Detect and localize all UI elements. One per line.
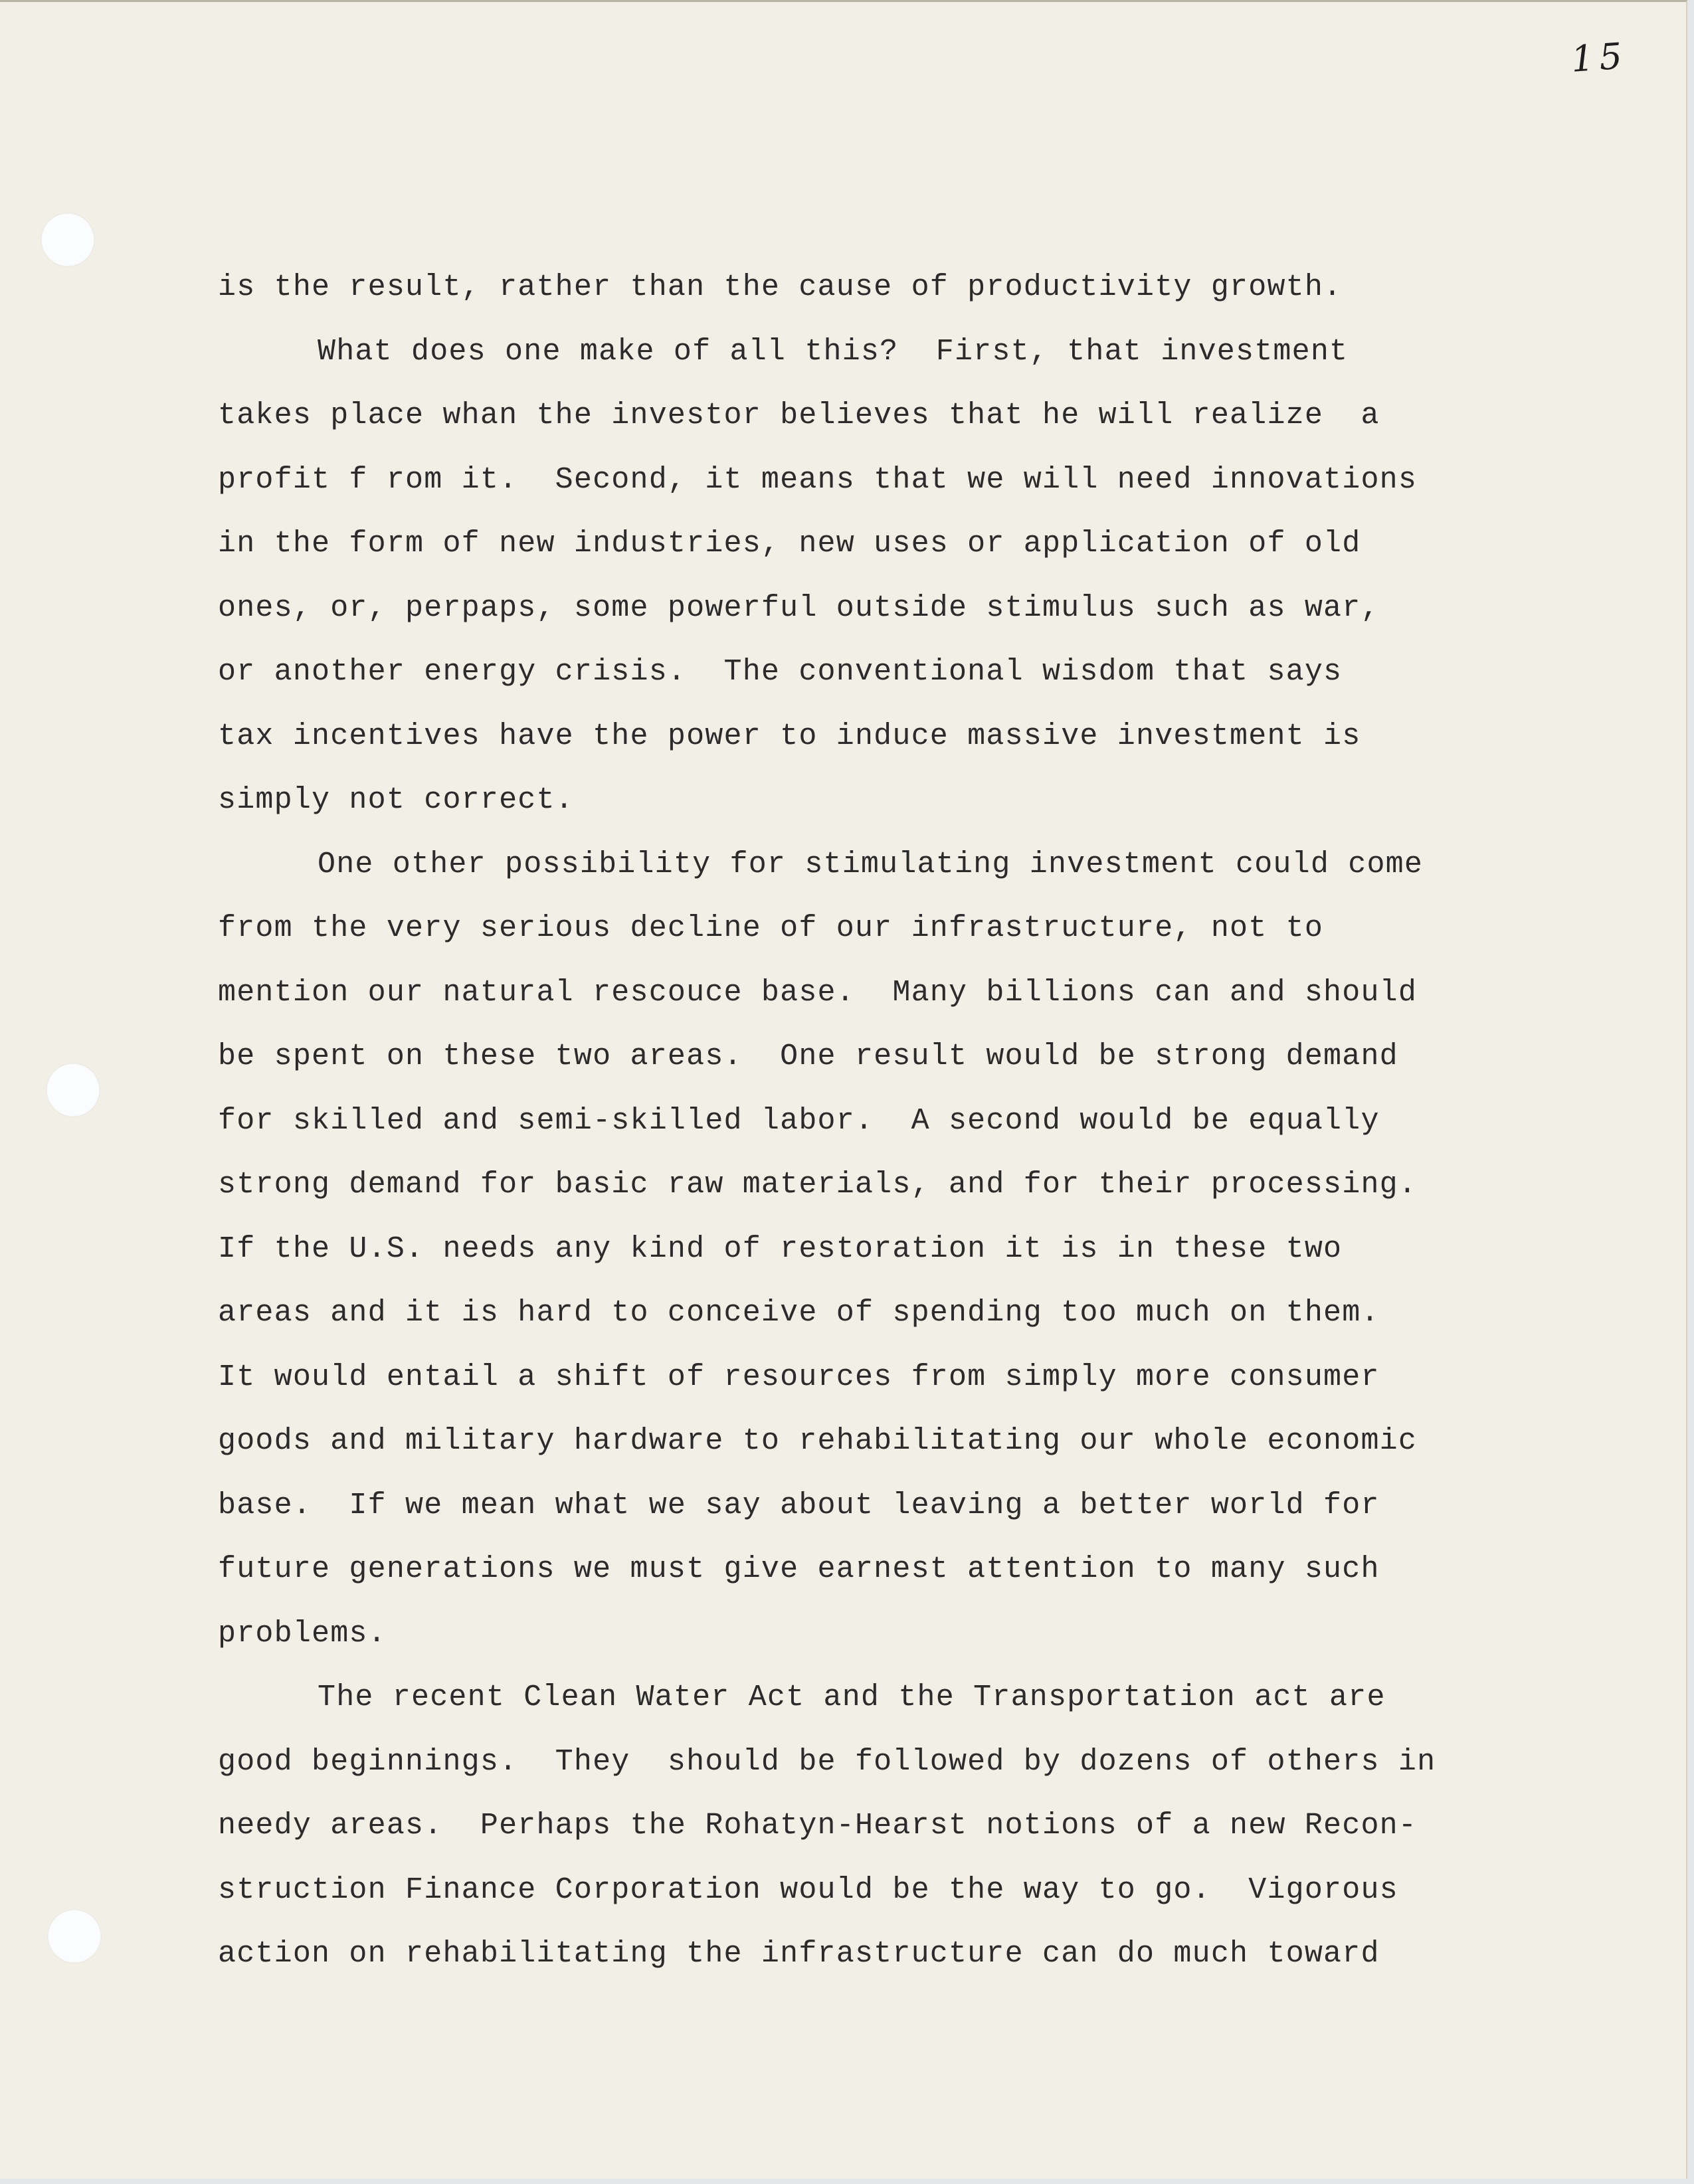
- text-line: One other possibility for stimulating investment could come: [318, 847, 1424, 881]
- punch-hole: [47, 1063, 100, 1117]
- text-line: tax incentives have the power to induce massive investment is: [218, 719, 1361, 753]
- text-line: The recent Clean Water Act and the Transportation act are: [318, 1681, 1386, 1714]
- text-line: in the form of new industries, new uses or application of old: [218, 527, 1361, 561]
- text-line: struction Finance Corporation would be the way to go. Vigorous: [218, 1872, 1398, 1907]
- text-line: for skilled and semi-skilled labor. A second would be equally: [218, 1103, 1380, 1138]
- text-line: mention our natural rescouce base. Many billions can and should: [218, 975, 1418, 1010]
- text-line: base. If we mean what we say about leaving a better world for: [218, 1488, 1380, 1522]
- text-line: or another energy crisis. The conventional wisdom that says: [218, 655, 1343, 689]
- text-line: ones, or, perpaps, some powerful outside stimulus such as war,: [218, 591, 1380, 625]
- punch-hole: [48, 1910, 101, 1963]
- text-line: goods and military hardware to rehabilitating our whole economic: [218, 1424, 1418, 1458]
- text-line: What does one make of all this? First, that investment: [318, 334, 1349, 369]
- text-line: simply not correct.: [218, 783, 574, 817]
- text-line: If the U.S. needs any kind of restoration it is in these two: [218, 1231, 1343, 1266]
- text-line: future generations we must give earnest attention to many such: [218, 1552, 1380, 1586]
- text-line: problems.: [218, 1616, 387, 1651]
- text-line: action on rehabilitating the infrastructure can do much toward: [218, 1937, 1380, 1971]
- text-line: It would entail a shift of resources from simply more consumer: [218, 1360, 1380, 1394]
- text-line: areas and it is hard to conceive of spending too much on them.: [218, 1296, 1380, 1330]
- text-line: from the very serious decline of our infrastructure, not to: [218, 911, 1324, 945]
- text-line: be spent on these two areas. One result would be strong demand: [218, 1040, 1398, 1073]
- text-line: takes place whan the investor believes that he will realize a: [218, 399, 1380, 432]
- text-line: needy areas. Perhaps the Rohatyn-Hearst notions of a new Recon-: [218, 1809, 1418, 1843]
- handwritten-page-number: 15: [1569, 35, 1629, 80]
- punch-hole: [41, 213, 94, 266]
- text-line: is the result, rather than the cause of productivity growth.: [218, 270, 1343, 304]
- text-line: good beginnings. They should be followed by dozens of others in: [218, 1744, 1436, 1779]
- text-line: strong demand for basic raw materials, and for their processing.: [218, 1168, 1418, 1202]
- text-line: profit f rom it. Second, it means that we will need innovations: [218, 462, 1418, 497]
